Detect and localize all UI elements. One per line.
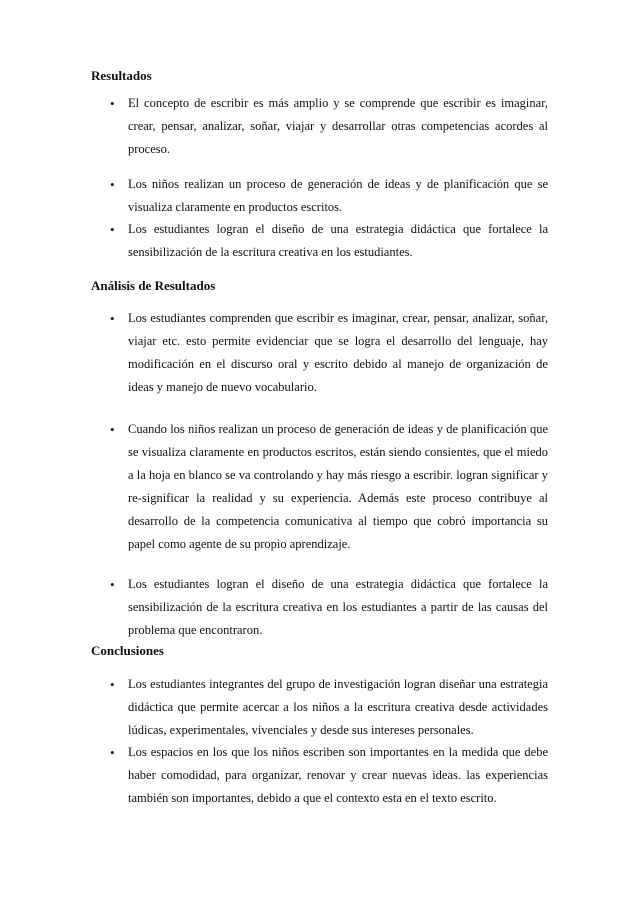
bullet-icon: • <box>110 422 115 437</box>
list-item-text: Los estudiantes logran el diseño de una estrategia didáctica que fortalece la sensibilización de la escritura creativa en los estudiantes a partir de las causas del problema que encontraron. <box>128 577 548 637</box>
list-item-text: Los estudiantes comprenden que escribir es imaginar, crear, pensar, analizar, soñar, viajar etc. esto permite evidenciar que se logra el desarrollo del lenguaje, hay modificación en el discurso oral y escrito debido al manejo de organización de ideas y manejo de nuevo vocabulario. <box>128 311 548 394</box>
section-heading-analisis: Análisis de Resultados <box>91 278 216 293</box>
bullet-icon: • <box>110 577 115 592</box>
bullet-icon: • <box>110 177 115 192</box>
bullet-icon: • <box>110 745 115 760</box>
list-item-text: Los niños realizan un proceso de generación de ideas y de planificación que se visualiza claramente en productos escritos. <box>128 177 548 214</box>
list-item-text: Los espacios en los que los niños escriben son importantes en la medida que debe haber comodidad, para organizar, renovar y crear nuevas ideas. las experiencias también son importantes, debido a que el contexto esta en el texto escrito. <box>128 745 548 805</box>
bullet-icon: • <box>110 222 115 237</box>
list-item-text: Los estudiantes logran el diseño de una estrategia didáctica que fortalece la sensibilización de la escritura creativa en los estudiantes. <box>128 222 548 259</box>
section-heading-conclusiones: Conclusiones <box>91 643 164 658</box>
list-item-text: Los estudiantes integrantes del grupo de investigación logran diseñar una estrategia didáctica que permite acercar a los niños a la escritura creativa desde actividades lúdicas, experimentales, vivenciales y desde sus intereses personales. <box>128 677 548 737</box>
list-item-text: Cuando los niños realizan un proceso de generación de ideas y de planificación que se visualiza claramente en productos escritos, están siendo consientes, que el miedo a la hoja en blanco se va controlando y hay más riesgo a escribir. logran significar y re-significar la realidad y su experiencia. Además este proceso contribuye al desarrollo de la competencia comunicativa al tiempo que cobró importancia su papel como agente de su propio aprendizaje. <box>128 422 548 551</box>
bullet-icon: • <box>110 96 115 111</box>
bullet-icon: • <box>110 311 115 326</box>
section-heading-resultados: Resultados <box>91 68 152 83</box>
list-item-text: El concepto de escribir es más amplio y se comprende que escribir es imaginar, crear, pensar, analizar, soñar, viajar y desarrollar otras competencias acordes al proceso. <box>128 96 548 156</box>
bullet-icon: • <box>110 677 115 692</box>
